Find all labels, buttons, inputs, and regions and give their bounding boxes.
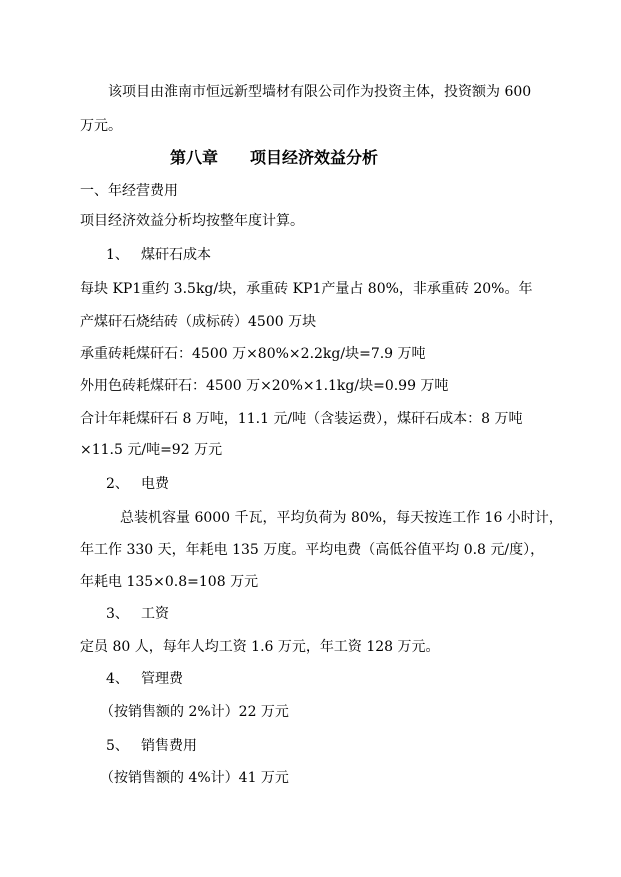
item-title: 销售费用 [141, 738, 197, 754]
intro-line-1: 该项目由淮南市恒远新型墙材有限公司作为投资主体，投资额为 600 [108, 84, 532, 100]
item-title: 煤矸石成本 [141, 247, 211, 263]
electricity-line: 总装机容量 6000 千瓦，平均负荷为 80%，每天按连工作 16 小时计， [120, 510, 563, 526]
item-number: 5、 [106, 738, 129, 754]
coal-cost-line: 承重砖耗煤矸石：4500 万×80%×2.2kg/块=7.9 万吨 [80, 346, 426, 362]
coal-cost-line: 合计年耗煤矸石 8 万吨，11.1 元/吨（含装运费），煤矸石成本：8 万吨 [80, 411, 523, 427]
section-description: 项目经济效益分析均按整年度计算。 [80, 213, 304, 229]
item-title: 电费 [141, 476, 169, 492]
item-number: 4、 [106, 671, 129, 687]
wage-line: 定员 80 人，每年人均工资 1.6 万元，年工资 128 万元。 [80, 639, 440, 655]
item-number: 2、 [106, 476, 129, 492]
section-heading: 一、年经营费用 [80, 183, 178, 199]
coal-cost-line: 每块 KP1重约 3.5kg/块，承重砖 KP1产量占 80%，非承重砖 20%。年 [80, 281, 533, 297]
item-number: 1、 [106, 247, 129, 263]
coal-cost-line: 产煤矸石烧结砖（成标砖）4500 万块 [80, 314, 317, 330]
electricity-line: 年工作 330 天，年耗电 135 万度。平均电费（高低谷值平均 0.8 元/度）， [80, 542, 545, 558]
coal-cost-line: ×11.5 元/吨=92 万元 [80, 442, 223, 458]
item-number: 3、 [106, 606, 129, 622]
item-title: 工资 [141, 606, 169, 622]
item-title: 管理费 [141, 671, 183, 687]
sales-expense-line: （按销售额的 4%计）41 万元 [100, 770, 289, 786]
coal-cost-line: 外用色砖耗煤矸石：4500 万×20%×1.1kg/块=0.99 万吨 [80, 378, 449, 394]
chapter-title: 第八章 项目经济效益分析 [170, 148, 379, 167]
intro-line-2: 万元。 [80, 118, 122, 134]
management-fee-line: （按销售额的 2%计）22 万元 [100, 704, 289, 720]
electricity-line: 年耗电 135×0.8=108 万元 [80, 574, 259, 590]
